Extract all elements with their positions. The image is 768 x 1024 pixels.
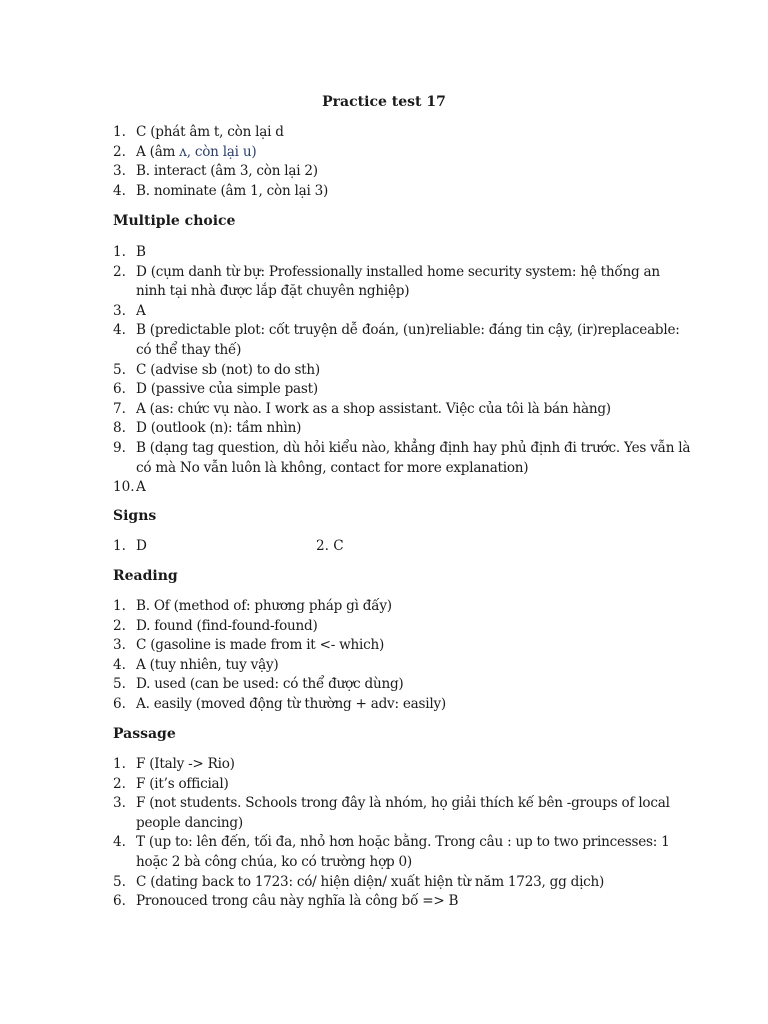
- list-item: [113, 656, 693, 676]
- signs-answers: [113, 537, 693, 557]
- list-item: [113, 123, 693, 143]
- item-number: 5.: [113, 873, 126, 890]
- list-item: [113, 755, 693, 775]
- list-item: [113, 361, 693, 381]
- item-number: 10.: [113, 479, 135, 496]
- list-item: [113, 695, 693, 715]
- list-item: [113, 439, 693, 478]
- item-number: 5.: [113, 361, 126, 378]
- list-item: [113, 419, 693, 439]
- item-text: D (outlook (n): tầm nhìn): [136, 420, 302, 437]
- list-item: [113, 263, 693, 302]
- item-text-part-colored: ʌ, còn lại u): [179, 143, 257, 160]
- item-text: C (advise sb (not) to do sth): [136, 361, 320, 378]
- list-item: [113, 143, 693, 163]
- item-text: A: [136, 479, 146, 496]
- item-text: D (passive của simple past): [136, 381, 318, 398]
- item-text: A (as: chức vụ nào. I work as a shop assistant. Việc của tôi là bán hàng): [136, 400, 611, 417]
- item-number: 2.: [113, 775, 126, 792]
- item-number: 3.: [113, 163, 126, 180]
- list-item: [113, 873, 693, 893]
- item-text: 2. C: [316, 538, 344, 554]
- item-text: B. interact (âm 3, còn lại 2): [136, 163, 318, 180]
- item-text: Pronouced trong câu này nghĩa là công bố => B: [136, 893, 459, 910]
- item-number: 9.: [113, 439, 126, 456]
- item-number: 1.: [113, 598, 126, 614]
- list-item: [113, 182, 693, 202]
- list-item: [113, 302, 693, 322]
- list-item: [113, 617, 693, 637]
- item-text: F (it’s official): [136, 775, 229, 792]
- item-number: 7.: [113, 400, 126, 417]
- item-text: [136, 143, 693, 163]
- reading-list: [113, 597, 693, 715]
- list-item: [113, 794, 693, 833]
- item-text: F (not students. Schools trong đây là nhóm, họ giải thích kế bên -groups of local people dancing): [136, 795, 670, 831]
- list-item: [113, 380, 693, 400]
- item-number: 3.: [113, 302, 126, 319]
- reading-heading: Reading: [113, 568, 178, 584]
- item-number: 1.: [113, 538, 126, 554]
- item-text: B. nominate (âm 1, còn lại 3): [136, 182, 329, 199]
- item-number: 2.: [113, 143, 126, 160]
- multiple-choice-list: [113, 243, 693, 498]
- item-text: B: [136, 244, 146, 260]
- list-item: [113, 775, 693, 795]
- item-number: 4.: [113, 656, 126, 673]
- item-number: 4.: [113, 182, 126, 199]
- item-text: C (gasoline is made from it <- which): [136, 637, 385, 654]
- item-number: 1.: [113, 756, 126, 772]
- item-number: 2.: [113, 263, 126, 280]
- item-text: A (tuy nhiên, tuy vậy): [136, 656, 279, 673]
- list-item: [113, 675, 693, 695]
- item-text-part: A (âm: [136, 143, 180, 160]
- list-item: [113, 597, 693, 617]
- item-text: B (predictable plot: cốt truyện dễ đoán, (un)reliable: đáng tin cậy, (ir)replaceable: có thể thay thế): [136, 322, 680, 358]
- item-number: 1.: [113, 244, 126, 260]
- list-item: [113, 636, 693, 656]
- item-text: A: [136, 302, 146, 319]
- item-number: 5.: [113, 676, 126, 693]
- item-number: 1.: [113, 124, 126, 140]
- list-item: [113, 321, 693, 360]
- list-item: [113, 400, 693, 420]
- passage-list: [113, 755, 693, 912]
- item-text: C (dating back to 1723: có/ hiện diện/ xuất hiện từ năm 1723, gg dịch): [136, 873, 605, 890]
- item-number: 3.: [113, 637, 126, 654]
- item-number: 6.: [113, 695, 126, 712]
- item-number: 4.: [113, 834, 126, 851]
- item-text: A. easily (moved động từ thường + adv: easily): [136, 695, 446, 712]
- multiple-choice-heading: Multiple choice: [113, 213, 236, 229]
- signs-heading: Signs: [113, 508, 157, 524]
- item-number: 8.: [113, 420, 126, 437]
- pronunciation-list: [113, 123, 693, 201]
- passage-heading: Passage: [113, 726, 176, 742]
- list-item: [113, 833, 693, 872]
- item-text: D: [136, 538, 147, 554]
- page-title: Practice test 17: [322, 94, 446, 110]
- item-text: D. used (can be used: có thể được dùng): [136, 676, 404, 693]
- list-item: [113, 243, 693, 263]
- item-number: 6.: [113, 381, 126, 398]
- item-number: 3.: [113, 795, 126, 812]
- item-text: F (Italy -> Rio): [136, 756, 235, 772]
- item-text: C (phát âm t, còn lại d: [136, 124, 284, 140]
- item-text: T (up to: lên đến, tối đa, nhỏ hơn hoặc bằng. Trong câu : up to two princesses: 1 hoặc 2 bà công chúa, ko có trường hợp 0): [136, 834, 670, 870]
- item-text: D (cụm danh từ bự: Professionally installed home security system: hệ thống an ninh tại nhà được lắp đặt chuyên nghiệp): [136, 263, 660, 300]
- item-text: D. found (find-found-found): [136, 617, 318, 634]
- item-number: 6.: [113, 893, 126, 910]
- item-text: B (dạng tag question, dù hỏi kiểu nào, khẳng định hay phủ định đi trước. Yes vẫn là có mà No vẫn luôn là không, contact for more explanation): [136, 439, 691, 476]
- list-item: [113, 892, 693, 912]
- item-number: 2.: [113, 617, 126, 634]
- item-number: 4.: [113, 322, 126, 339]
- item-text: B. Of (method of: phương pháp gì đấy): [136, 598, 392, 614]
- list-item: [113, 162, 693, 182]
- list-item: [113, 478, 693, 498]
